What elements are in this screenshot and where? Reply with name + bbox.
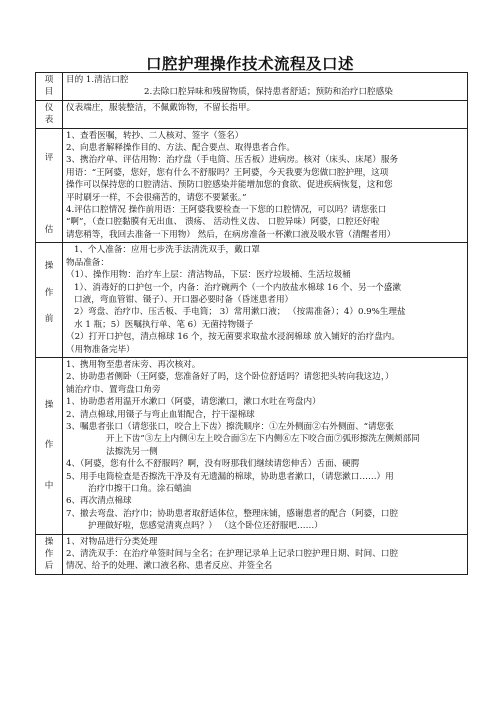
after-cell	[63, 534, 468, 574]
table-row	[36, 128, 468, 243]
purpose-line: 目的 1.清洁口腔	[66, 75, 129, 85]
table-row	[36, 73, 468, 101]
during-line: 1、协助患者用温开水漱口（阿婆，请您漱口，漱口水吐在弯盘内）	[66, 397, 321, 408]
during-line: 1、携用物至患者床旁、再次核对。	[66, 359, 201, 370]
during-line: 护理做好啦，您感觉清爽点吗？） （这个卧位还舒服吧……）	[88, 521, 323, 532]
row-label-assessment: 评 估	[36, 128, 63, 243]
purpose-line: 2.去除口腔异味和残留物质，保持患者舒适；预防和治疗口腔感染	[144, 87, 393, 98]
assessment-line: 4.评估口腔情况 操作前用语：王阿婆我要检查一下您的口腔情况，可以吗？请您张口	[66, 205, 387, 216]
during-line: 4、（阿婆，您有什么不舒服吗？啊，没有呀那我们继续请您伸舌）舌面、硬腭	[66, 459, 360, 470]
during-line: 7、撤去弯盘、治疗巾；协助患者取舒适体位，整理床铺，感谢患者的配合（阿婆，口腔	[66, 508, 399, 519]
row-label-preparation: 操 作 前	[36, 243, 63, 358]
procedure-table	[35, 72, 468, 575]
preparation-line: （2）打开口护包，清点棉球 16 个，按无菌要求取盐水浸润棉球 放入铺好的治疗盘内。	[66, 332, 400, 343]
appearance-line: 仪表端庄，服装整洁，不佩戴饰物，不留长指甲。	[66, 102, 256, 113]
during-line: 2、协助患者侧卧（王阿婆，您准备好了吗，这个卧位舒适吗？请您把头转向我这边，）	[66, 372, 394, 383]
purpose-cell	[63, 73, 468, 101]
assessment-line: 2、向患者解释操作目的、方法、配合要点、取得患者合作。	[66, 143, 295, 154]
preparation-line: 物品准备：	[66, 257, 109, 268]
assessment-line: 请您稍等，我回去准备一下用物） 然后，在病房准备一杯漱口液及吸水管（清醒者用）	[66, 229, 396, 240]
during-line: 6、再次清点棉球	[66, 496, 132, 507]
during-line: 5、用手电筒检查是否擦洗干净及有无遗漏的棉球，协助患者漱口，（请您漱口……）用	[66, 471, 394, 482]
appearance-cell	[63, 100, 468, 128]
row-label-purpose: 项 目	[36, 73, 63, 101]
assessment-line: 用语：“王阿婆，您好，您有什么不舒服吗？王阿婆，今天我要为您做口腔护理，这项	[66, 167, 389, 178]
page-title: 口腔护理操作技术流程及口述	[145, 54, 354, 73]
during-line: 治疗巾擦干口角。涂石蜡油	[88, 484, 192, 494]
assessment-line: 操作可以保持您的口腔清洁、预防口腔感染并能增加您的食欲、促进疾病恢复，这和您	[66, 180, 393, 191]
assessment-cell	[63, 128, 468, 243]
preparation-line: （1）、操作用物：治疗车上层：清洁物品，下层：医疗垃圾桶、生活垃圾桶	[66, 270, 351, 281]
during-line: 法擦洗另一侧	[106, 446, 158, 457]
during-cell	[63, 357, 468, 534]
preparation-cell	[63, 243, 468, 358]
table-row	[36, 357, 468, 534]
during-line: 3、嘱患者张口（请您张口，咬合上下齿）擦洗顺序：①左外侧面②右外侧面、“请您张	[66, 421, 394, 432]
assessment-line: “啊”，（查口腔黏膜有无出血、 溃疡、 活动性义齿、 口腔异味）阿婆，口腔还好啦	[66, 217, 380, 228]
during-line: 开上下齿”③左上内侧④左上咬合面⑤左下内侧⑥左下咬合面⑦弧形擦洗左侧颊部同	[106, 434, 420, 445]
row-label-after: 操 作 后	[36, 534, 63, 574]
table-row	[36, 100, 468, 128]
preparation-line: 1、个人准备：应用七步洗手法清洗双手，戴口罩	[74, 245, 260, 256]
table-row	[36, 243, 468, 358]
table-row	[36, 534, 468, 574]
after-line: 2、清洗双手：在治疗单签时间与全名；在护理记录单上记录口腔护理日期、时间、口腔	[66, 549, 399, 560]
after-line: 1、对物品进行分类处理	[66, 536, 158, 547]
row-label-appearance: 仪 表	[36, 100, 63, 128]
preparation-line: 口液，弯血管钳、镊子）、开口器必要时备（昏迷患者用）	[74, 294, 294, 305]
row-label-during: 操 作 中	[36, 357, 63, 534]
preparation-line: 1）、消毒好的口护包一个，内备：治疗碗两个（一个内放盐水棉球 16 个、另一个盛漱	[74, 282, 401, 293]
assessment-line: 3、携治疗单、评估用物：治疗盘（手电筒、压舌板）进病房。核对（床头、床尾）服务	[66, 155, 399, 166]
assessment-line: 1、查看医嘱，转抄、二人核对、签字（签名）	[66, 130, 244, 141]
during-line: 铺治疗巾、置弯盘口角旁	[66, 384, 161, 395]
after-line: 情况、给予的处理、漱口液名称、患者反应、并签全名	[66, 561, 273, 572]
preparation-line: 水 1 瓶；5）医嘱执行单、笔 6）无菌持物镊子	[74, 319, 254, 330]
preparation-line: （用物准备完毕）	[66, 344, 135, 355]
assessment-line: 平时刷牙一样，不会很痛苦的，请您不要紧张。”	[66, 192, 247, 203]
during-line: 2、清点棉球,用镊子与弯止血钳配合，拧干湿棉球	[66, 409, 255, 420]
preparation-line: 2）弯盘、治疗巾、压舌板、手电筒； 3）常用漱口液； （按需准备）；4）0.9%生理盐	[74, 307, 406, 318]
